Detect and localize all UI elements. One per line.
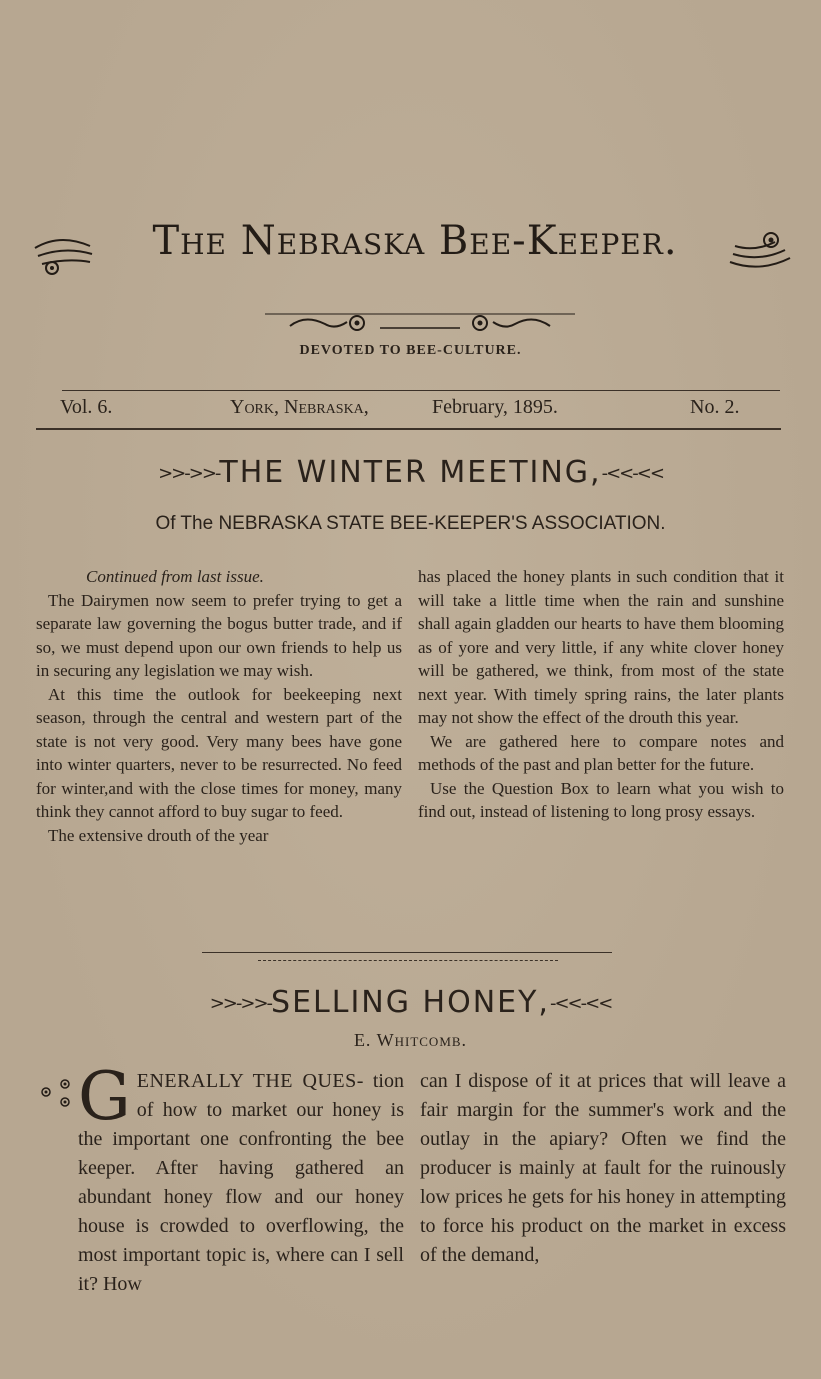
masthead-title: The Nebraska Bee-Keeper. bbox=[152, 218, 678, 264]
left-swirl-ornament bbox=[30, 228, 100, 278]
paragraph: tion of how to market our honey is the important one confronting the bee keeper. After having gathered an abundant honey flow and our honey house is crowded to overflowing, the most important topic is, where can I sell it? How bbox=[78, 1070, 404, 1295]
section-divider bbox=[202, 952, 612, 953]
article1-left-column bbox=[36, 565, 402, 847]
arrow-left-ornament: >>->>- bbox=[209, 993, 272, 1014]
masthead-subtitle: DEVOTED TO BEE-CULTURE. bbox=[299, 343, 522, 358]
article1-right-column bbox=[418, 565, 784, 824]
issue-line bbox=[60, 396, 760, 424]
continued-note: Continued from last issue. bbox=[86, 567, 264, 586]
paragraph: has placed the honey plants in such condition that it will take a little time when the rain and sunshine shall again gladden our hearts to have them blooming as of yore and very little, if any white clover honey will be gathered, we think, from most of the state next year. With timely spring rains, the later plants may not show the effect of the drouth this year. bbox=[418, 567, 784, 727]
section-divider-2 bbox=[258, 960, 558, 961]
article-author: E. Whitcomb. bbox=[353, 1030, 468, 1050]
arrow-right-ornament: -<<-<< bbox=[549, 993, 612, 1014]
article-title: THE WINTER MEETING, bbox=[219, 455, 602, 490]
lead-in: ENERALLY THE QUES- bbox=[136, 1070, 364, 1092]
article-subtitle: Of The NEBRASKA STATE BEE-KEEPER'S ASSOCIATION. bbox=[155, 513, 666, 534]
arrow-left-ornament: >>->>- bbox=[158, 463, 220, 484]
article2-right-column bbox=[420, 1067, 786, 1270]
paragraph: can I dispose of it at prices that will leave a fair margin for the summer's work and the outlay in the apiary? Often we find the producer is mainly at fault for the ruinously low prices he gets for his honey in attempting to force his product on the market in excess of the demand, bbox=[420, 1070, 786, 1266]
article-title: SELLING HONEY, bbox=[271, 985, 550, 1020]
top-rule bbox=[62, 390, 780, 391]
arrow-right-ornament: -<<-<< bbox=[601, 463, 663, 484]
right-swirl-ornament bbox=[725, 228, 795, 278]
paragraph: The Dairymen now seem to prefer trying to get a separate law governing the bogus butter trade, and if so, we must depend upon our own friends to help us in securing any legislation we may wish. bbox=[36, 590, 402, 680]
paragraph: We are gathered here to compare notes and methods of the past and plan better for the future. bbox=[418, 731, 784, 774]
paragraph: Use the Question Box to learn what you wish to find out, instead of listening to long prosy essays. bbox=[418, 778, 784, 821]
paragraph: The extensive drouth of the year bbox=[48, 825, 269, 845]
issue-bottom-rule bbox=[36, 428, 781, 430]
masthead-divider-ornament bbox=[265, 306, 575, 336]
drop-cap: G bbox=[78, 1058, 131, 1135]
volume-label: Vol. 6. bbox=[60, 396, 113, 418]
article2-left-column bbox=[36, 1058, 404, 1299]
date-label: February, 1895. bbox=[432, 396, 558, 418]
masthead bbox=[30, 218, 790, 288]
article-heading-winter-meeting bbox=[0, 455, 821, 490]
place-label: York, Nebraska, bbox=[230, 396, 369, 418]
paragraph: At this time the outlook for beekeeping next season, through the central and western part of the state is not very good. Very many bees have gone into winter quarters, never to be resurrected. No feed for winter,and with the close times for money, many think they cannot afford to buy sugar to feed. bbox=[36, 684, 402, 821]
number-label: No. 2. bbox=[690, 396, 740, 418]
article-heading-selling-honey bbox=[0, 985, 821, 1020]
